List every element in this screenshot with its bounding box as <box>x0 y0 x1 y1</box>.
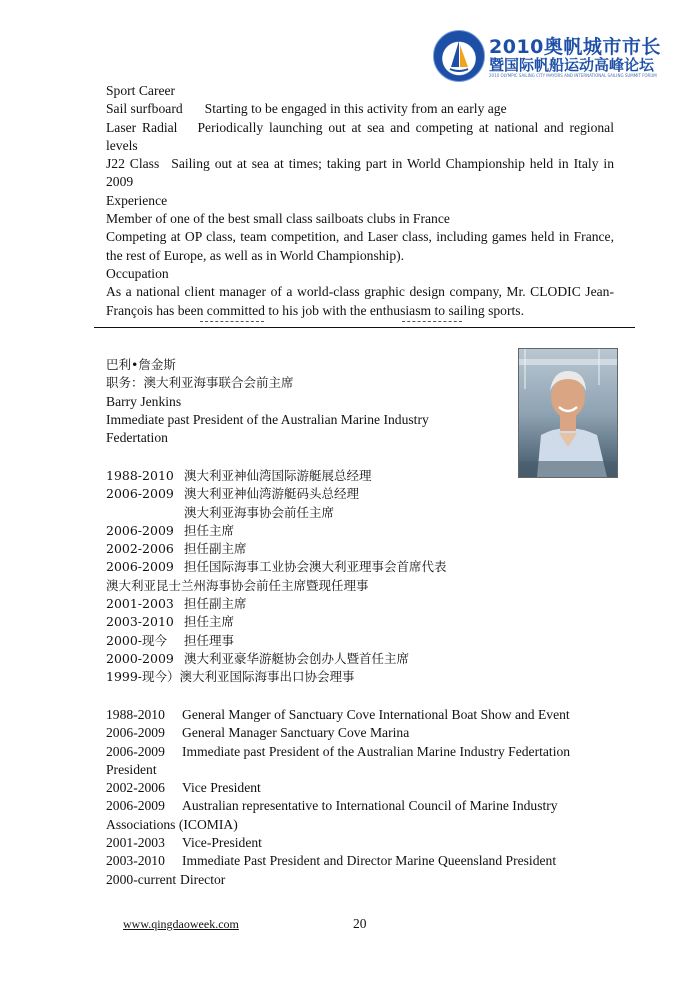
history-years: 1988-2010 <box>106 707 165 722</box>
logo-subtitle: 暨国际帆船运动高峰论坛 <box>489 56 655 74</box>
history-row <box>106 485 614 503</box>
history-row <box>106 540 614 558</box>
logo-title: 2010奥帆城市市长 <box>489 36 661 58</box>
history-text: 澳大利亚国际海事出口协会理事 <box>179 669 355 685</box>
history-years: 1999-现今） <box>106 669 180 685</box>
history-row <box>106 522 614 540</box>
history-row <box>106 504 614 522</box>
history-text: 澳大利亚昆士兰州海事协会前任主席暨现任理事 <box>106 577 369 593</box>
header-logo <box>433 30 661 82</box>
career-item-text: Sailing out at sea at times; taking part in World Championship held in Italy in 2009 <box>106 156 614 190</box>
career-item <box>106 155 614 192</box>
history-text: Vice President <box>182 780 261 796</box>
history-years: 2001-2003 <box>106 835 165 851</box>
profile-section <box>106 356 506 447</box>
history-years: 2003-2010 <box>106 853 165 869</box>
career-section <box>106 82 614 320</box>
separator-dash <box>402 321 462 322</box>
history-years: 2006-2009 <box>106 725 165 741</box>
profile-title-en: Immediate past President of the Australian Marine Industry Federtation <box>106 411 429 446</box>
occupation-text: As a national client manager of a world-class graphic design company, Mr. CLODIC Jean-François has been committed to his job with the enthusiasm to sailing sports. <box>106 284 614 318</box>
profile-photo <box>518 348 618 478</box>
history-text: Immediate Past President and Director Marine Queensland President <box>182 853 557 869</box>
history-years: 2006-2009 <box>106 559 174 575</box>
history-row <box>106 871 614 889</box>
history-years: 2006-2009 <box>106 743 165 759</box>
history-row-continued: Associations (ICOMIA) <box>106 816 238 832</box>
history-text: 担任主席 <box>184 614 235 630</box>
history-years: 2000-2009 <box>106 650 174 666</box>
career-item <box>106 119 614 156</box>
profile-name-cn: 巴利•詹金斯 <box>106 357 176 372</box>
page-number: 20 <box>353 916 367 931</box>
experience-heading: Experience <box>106 192 168 208</box>
history-row <box>106 706 614 724</box>
history-text: 澳大利亚神仙湾游艇码头总经理 <box>184 486 360 502</box>
history-years: 1988-2010 <box>106 468 174 483</box>
history-years: 2001-2003 <box>106 596 174 612</box>
logo-emblem <box>433 30 485 82</box>
career-item-label: Laser Radial <box>106 119 178 135</box>
history-years: 2002-2006 <box>106 780 165 796</box>
history-row <box>106 724 614 742</box>
history-years: 2003-2010 <box>106 614 174 630</box>
history-text: 澳大利亚豪华游艇协会创办人暨首任主席 <box>184 650 410 666</box>
history-text: 澳大利亚神仙湾国际游艇展总经理 <box>184 468 372 483</box>
experience-line: Member of one of the best small class sailboats clubs in France <box>106 211 450 227</box>
history-years: 2006-2009 <box>106 798 165 814</box>
experience-line: Competing at OP class, team competition, and Laser class, including games held in France, the rest of Europe, as well as in World Championship). <box>106 229 614 263</box>
history-text: 担任主席 <box>184 522 235 538</box>
logo-small-text: 2010 OLYMPIC SAILING CITY MAYORS AND INTERNATIONAL SAILING SUMMIT FORUM <box>489 73 657 78</box>
history-row <box>106 467 614 485</box>
history-text: 澳大利亚海事协会前任主席 <box>184 504 335 520</box>
history-text: General Manager Sanctuary Cove Marina <box>182 725 410 741</box>
en-history-list <box>106 706 614 889</box>
separator-dash <box>200 321 264 322</box>
history-row <box>106 668 614 686</box>
history-row <box>106 834 614 852</box>
history-years: 2006-2009 <box>106 522 174 538</box>
history-years: 2000-现今 <box>106 632 168 648</box>
profile-name-en: Barry Jenkins <box>106 393 182 409</box>
history-row <box>106 779 614 797</box>
profile-title-cn: 职务：澳大利亚海事联合会前主席 <box>106 375 294 391</box>
history-row <box>106 632 614 650</box>
history-row <box>106 852 614 870</box>
history-years: 2000-current <box>106 871 177 887</box>
history-row <box>106 577 614 595</box>
history-text: Immediate past President of the Australian Marine Industry Federtation <box>182 743 571 759</box>
history-text: General Manger of Sanctuary Cove International Boat Show and Event <box>182 707 570 722</box>
portrait-image <box>519 349 617 477</box>
history-text: 担任副主席 <box>184 541 247 557</box>
history-row <box>106 613 614 631</box>
footer-url-link[interactable]: www.qingdaoweek.com <box>123 917 239 931</box>
history-text: 担任国际海事工业协会澳大利亚理事会首席代表 <box>184 559 447 575</box>
history-text: Australian representative to International Council of Marine Industry <box>182 798 558 814</box>
history-row <box>106 743 614 761</box>
cn-history-list <box>106 467 614 687</box>
history-years: 2006-2009 <box>106 486 174 502</box>
history-years: 2002-2006 <box>106 541 174 557</box>
history-row <box>106 650 614 668</box>
history-text: Vice-President <box>182 835 262 851</box>
section-separator <box>94 327 635 328</box>
career-item-text: Starting to be engaged in this activity from an early age <box>204 101 507 117</box>
career-item-label: J22 Class <box>106 156 160 172</box>
sail-icon <box>448 39 470 73</box>
history-text: 担任副主席 <box>184 596 247 612</box>
occupation-heading: Occupation <box>106 265 169 281</box>
history-row <box>106 595 614 613</box>
career-heading: Sport Career <box>106 83 176 98</box>
career-item-label: Sail surfboard <box>106 101 183 117</box>
career-item-text: Periodically launching out at sea and competing at national and regional levels <box>106 119 614 153</box>
history-row <box>106 558 614 576</box>
history-text: 担任理事 <box>184 632 235 648</box>
career-item <box>106 100 614 118</box>
history-row-continued: President <box>106 761 157 777</box>
history-row <box>106 797 614 815</box>
history-text: Director <box>180 871 226 887</box>
